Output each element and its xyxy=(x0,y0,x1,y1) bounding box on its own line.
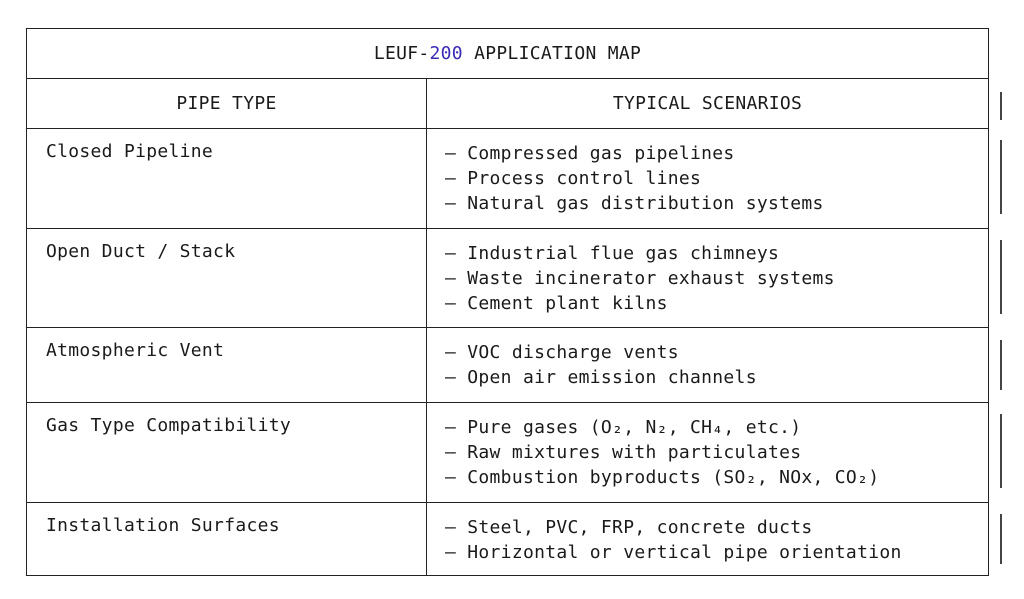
scenario-item: – Cement plant kilns xyxy=(445,293,668,314)
scenario-list xyxy=(445,415,879,490)
scenario-item: – VOC discharge vents xyxy=(445,342,679,363)
scenario-item: – Combustion byproducts (SO₂, NOx, CO₂) xyxy=(445,467,880,488)
scenario-item: – Raw mixtures with particulates xyxy=(445,442,802,463)
scenarios-cell xyxy=(427,229,988,327)
edge-tick xyxy=(1000,240,1002,314)
table-row xyxy=(27,129,988,229)
scenario-item: – Horizontal or vertical pipe orientation xyxy=(445,542,902,563)
scenario-item: – Natural gas distribution systems xyxy=(445,193,824,214)
scenario-item: – Pure gases (O₂, N₂, CH₄, etc.) xyxy=(445,417,802,438)
table-row xyxy=(27,403,988,503)
title-model-number: 200 xyxy=(429,43,463,64)
scenario-list xyxy=(445,340,757,390)
application-map-table xyxy=(26,28,989,576)
scenario-item: – Process control lines xyxy=(445,168,702,189)
header-typical-scenarios xyxy=(427,79,988,128)
title-suffix: APPLICATION MAP xyxy=(462,43,642,64)
table-row xyxy=(27,229,988,328)
pipe-type-label: Atmospheric Vent xyxy=(46,340,225,361)
edge-tick xyxy=(1000,140,1002,214)
pipe-type-label: Open Duct / Stack xyxy=(46,241,236,262)
title-prefix: LEUF- xyxy=(373,43,430,64)
pipe-type-cell xyxy=(27,129,427,228)
pipe-type-label: Closed Pipeline xyxy=(46,141,214,162)
scenario-item: – Open air emission channels xyxy=(445,367,757,388)
scenarios-cell xyxy=(427,328,988,402)
pipe-type-cell xyxy=(27,328,427,402)
scenario-list xyxy=(445,515,902,565)
edge-tick xyxy=(1000,340,1002,390)
scenarios-cell xyxy=(427,129,988,228)
scenario-item: – Industrial flue gas chimneys xyxy=(445,243,780,264)
scenarios-cell xyxy=(427,503,988,575)
scenario-item: – Steel, PVC, FRP, concrete ducts xyxy=(445,517,813,538)
pipe-type-label: Installation Surfaces xyxy=(46,515,280,536)
header-typical-scenarios-label: TYPICAL SCENARIOS xyxy=(612,93,803,114)
scenario-list xyxy=(445,241,835,316)
scenario-item: – Compressed gas pipelines xyxy=(445,143,735,164)
edge-tick xyxy=(1000,514,1002,564)
scenarios-cell xyxy=(427,403,988,502)
pipe-type-cell xyxy=(27,403,427,502)
header-pipe-type-label: PIPE TYPE xyxy=(176,93,277,114)
scenario-list xyxy=(445,141,824,216)
scenario-item: – Waste incinerator exhaust systems xyxy=(445,268,835,289)
pipe-type-label: Gas Type Compatibility xyxy=(46,415,292,436)
pipe-type-cell xyxy=(27,229,427,327)
header-pipe-type xyxy=(27,79,427,128)
edge-tick xyxy=(1000,92,1002,120)
edge-tick xyxy=(1000,414,1002,488)
table-row xyxy=(27,328,988,403)
pipe-type-cell xyxy=(27,503,427,575)
table-header-row xyxy=(27,79,988,129)
table-title xyxy=(27,29,988,79)
table-row xyxy=(27,503,988,575)
